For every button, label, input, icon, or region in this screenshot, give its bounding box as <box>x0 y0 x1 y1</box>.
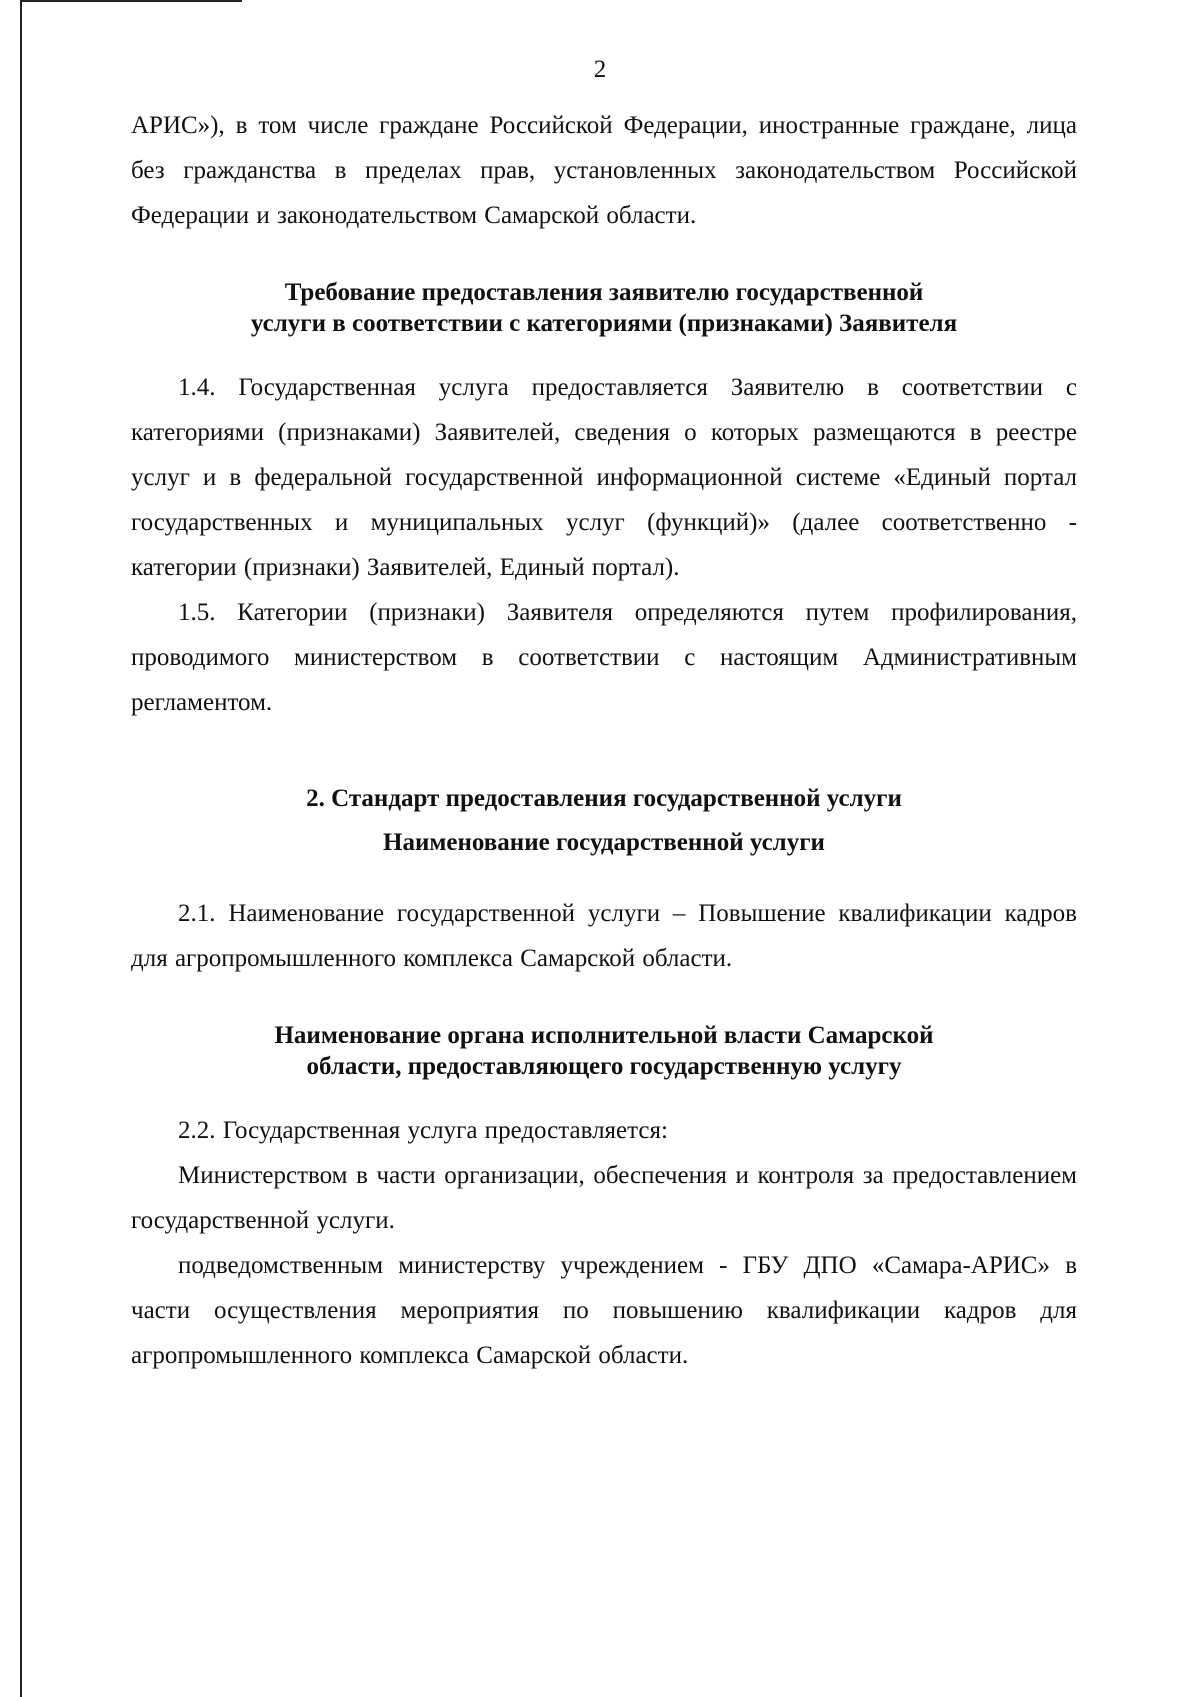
paragraph-ministry: Министерством в части организации, обеспечения и контроля за предоставлением государственной услуги. <box>131 1162 1077 1234</box>
paragraph-2-1: 2.1. Наименование государственной услуги – Повышение квалификации кадров для агропромышленного комплекса Самарской области. <box>131 900 1077 972</box>
heading-authority-line-1: Наименование органа исполнительной власти Самарской <box>274 1022 934 1049</box>
heading-requirement-line-1: Требование предоставления заявителю государственной <box>284 279 924 306</box>
page-top-edge <box>20 0 242 2</box>
paragraph-2-2: 2.2. Государственная услуга предоставляется: <box>178 1117 668 1144</box>
document-body <box>131 103 1077 1378</box>
heading-service-name: Наименование государственной услуги <box>383 829 825 856</box>
section-2-title: 2. Стандарт предоставления государственной услуги <box>306 785 902 812</box>
page-left-edge <box>20 0 22 1697</box>
intro-paragraph: АРИС»), в том числе граждане Российской Федерации, иностранные граждане, лица без гражданства в пределах прав, установленных законодательством Российской Федерации и законодательством Самарской области. <box>131 112 1077 229</box>
paragraph-1-4: 1.4. Государственная услуга предоставляется Заявителю в соответствии с категориями (признаками) Заявителей, сведения о которых размещаются в реестре услуг и в федеральной государственной информационной системе «Единый портал государственных и муниципальных услуг (функций)» (далее соответственно - категории (признаки) Заявителей, Единый портал). <box>131 374 1077 581</box>
paragraph-1-5: 1.5. Категории (признаки) Заявителя определяются путем профилирования, проводимого министерством в соответствии с настоящим Административным регламентом. <box>131 599 1077 716</box>
heading-authority-line-2: области, предоставляющего государственную услугу <box>306 1053 902 1080</box>
paragraph-subordinate-institution: подведомственным министерству учреждением - ГБУ ДПО «Самара-АРИС» в части осуществления мероприятия по повышению квалификации кадров для агропромышленного комплекса Самарской области. <box>131 1252 1077 1369</box>
heading-requirement-line-2: услуги в соответствии с категориями (признаками) Заявителя <box>250 310 958 337</box>
page-number: 2 <box>593 56 607 83</box>
